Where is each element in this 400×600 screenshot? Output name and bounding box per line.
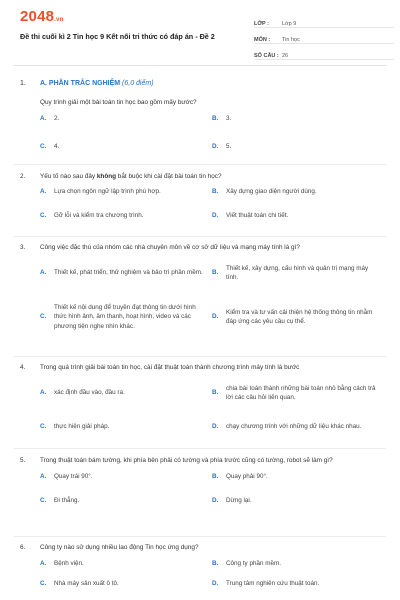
option-letter: A.	[40, 115, 47, 122]
question-number: 2.	[20, 173, 26, 180]
question-number: 5.	[20, 457, 26, 464]
question-text: Trong thuật toán bám tường, khi phía bên phải có tường và phía trước cũng có tường, robot sẽ làm gì?	[40, 457, 333, 464]
answer-option[interactable]	[212, 142, 377, 152]
answer-option[interactable]	[212, 496, 377, 506]
option-letter: B.	[212, 188, 219, 195]
question-6	[20, 543, 390, 595]
option-letter: B.	[212, 560, 219, 567]
question-number: 1.	[20, 80, 26, 87]
emphasis-text: không	[96, 173, 117, 180]
option-text: 2.	[54, 115, 60, 122]
answer-option[interactable]	[212, 412, 377, 442]
option-letter: C.	[40, 212, 47, 219]
meta-label: LỚP :	[254, 21, 269, 27]
answer-option[interactable]	[212, 472, 377, 482]
answer-option[interactable]	[212, 258, 377, 288]
option-letter: D.	[212, 497, 219, 504]
answer-option[interactable]	[212, 292, 377, 342]
option-letter: A.	[40, 473, 47, 480]
option-letter: D.	[212, 423, 219, 431]
option-text: Quay trái 90°.	[54, 473, 93, 480]
option-text: chia bài toán thành những bài toán nhỏ bằng cách trả lời các câu hỏi liên quan.	[226, 384, 376, 401]
answer-option[interactable]	[212, 579, 377, 589]
section-heading	[20, 80, 154, 87]
question-3	[20, 243, 390, 346]
section-title: A. PHẦN TRẮC NGHIỆM	[39, 80, 121, 87]
answer-option[interactable]	[40, 142, 205, 152]
option-text: Gỡ lỗi và kiểm tra chương trình.	[54, 212, 144, 219]
option-text: Thiết kế nội dung để truyền đạt thông tin dưới hình thức hình ảnh, âm thanh, hoạt hình, video và các phương tiện nghe nhìn khác.	[54, 303, 196, 330]
question-text: Công ty nào sử dụng nhiều lao động Tin học ứng dụng?	[40, 544, 199, 551]
divider	[14, 536, 386, 537]
divider	[14, 356, 386, 357]
option-text: Viết thuật toán chi tiết.	[226, 212, 289, 219]
option-letter: B.	[212, 473, 219, 480]
option-text: Thiết kế, xây dựng, cấu hình và quản trị mạng máy tính.	[226, 264, 369, 281]
option-letter: A.	[40, 188, 47, 195]
page-title: Đề thi cuối kì 2 Tin học 9 Kết nối tri thức có đáp án - Đề 2	[20, 32, 215, 41]
meta-value: Lớp 9	[282, 21, 297, 27]
question-number: 3.	[20, 244, 26, 251]
option-letter: C.	[40, 143, 47, 150]
option-letter: C.	[40, 497, 47, 504]
question-1	[20, 98, 390, 164]
option-text: thực hiện giải pháp.	[54, 423, 110, 431]
option-letter: A.	[40, 389, 47, 397]
answer-option[interactable]	[212, 211, 377, 221]
option-text: 5.	[226, 143, 232, 150]
meta-subject	[254, 28, 394, 44]
option-text: Thiết kế, phát triển, thử nghiệm và bảo trì phần mềm.	[54, 269, 203, 277]
option-letter: A.	[40, 560, 47, 567]
question-number: 6.	[20, 544, 26, 551]
option-text: Dừng lại.	[226, 497, 252, 504]
option-text: Bệnh viện.	[54, 560, 84, 567]
exam-meta	[254, 12, 394, 60]
option-text: Nhà máy sản xuất ô tô.	[54, 580, 119, 587]
answer-option[interactable]	[212, 187, 377, 197]
option-letter: C.	[40, 313, 47, 321]
answer-option[interactable]	[40, 187, 205, 197]
question-text: Yếu tố nào sau đây không bắt buộc khi cài đặt bài toán tin học?	[40, 173, 222, 180]
option-letter: B.	[212, 269, 219, 277]
answer-option[interactable]	[212, 559, 377, 569]
answer-option[interactable]	[40, 378, 205, 408]
question-4	[20, 363, 390, 446]
option-text: Quay phải 90°.	[226, 473, 268, 480]
answer-option[interactable]	[212, 378, 377, 408]
answer-option[interactable]	[40, 211, 205, 221]
meta-grade	[254, 12, 394, 28]
divider	[14, 448, 386, 449]
option-text: Đi thẳng.	[54, 497, 80, 504]
option-text: 3.	[226, 115, 232, 122]
option-letter: A.	[40, 269, 47, 277]
meta-label: MÔN :	[254, 37, 271, 43]
option-text: Xây dựng giao diện người dùng.	[226, 188, 317, 195]
logo-text: 2048	[20, 8, 55, 25]
option-letter: C.	[40, 580, 47, 587]
answer-option[interactable]	[40, 412, 205, 442]
option-text: Lựa chọn ngôn ngữ lập trình phù hợp.	[54, 188, 161, 195]
question-2	[20, 172, 390, 233]
option-text: chạy chương trình với những dữ liệu khác nhau.	[226, 423, 362, 431]
option-letter: D.	[212, 143, 219, 150]
logo-suffix: .vn	[54, 17, 64, 23]
option-text: Công ty phần mềm.	[226, 560, 281, 567]
meta-question-count	[254, 44, 394, 60]
option-text: 4.	[54, 143, 60, 150]
option-letter: B.	[212, 115, 219, 122]
site-logo[interactable]	[20, 8, 63, 25]
answer-option[interactable]	[40, 472, 205, 482]
page-header	[14, 0, 386, 66]
option-letter: B.	[212, 389, 219, 397]
option-letter: D.	[212, 212, 219, 219]
option-letter: D.	[212, 580, 219, 587]
question-number: 4.	[20, 364, 26, 371]
question-text: Quy trình giải một bài toán tin học bao gồm mấy bước?	[40, 99, 197, 106]
answer-option[interactable]	[40, 114, 205, 124]
answer-option[interactable]	[40, 258, 205, 288]
meta-label: SỐ CÂU :	[254, 53, 279, 59]
question-text: Trong quá trình giải bài toán tin học, cài đặt thuật toán thành chương trình máy tính là bước	[40, 364, 300, 371]
meta-value: 26	[282, 53, 289, 59]
option-letter: D.	[212, 313, 219, 321]
meta-value: Tin học	[282, 37, 300, 43]
option-text: Kiểm tra và tư vấn cải thiện hệ thống thông tin nhằm đáp ứng các yêu cầu cụ thể.	[226, 308, 373, 325]
question-5	[20, 456, 390, 516]
option-text: xác định đầu vào, đầu ra.	[54, 389, 125, 397]
section-points: (6,0 điểm)	[122, 80, 154, 87]
answer-option[interactable]	[40, 579, 205, 589]
divider	[14, 236, 386, 237]
option-text: Trung tâm nghiên cứu thuật toán.	[226, 580, 320, 587]
divider	[14, 164, 386, 165]
question-text: Công việc đặc thù của nhóm các nhà chuyên môn về cơ sở dữ liệu và mạng máy tính là gì?	[40, 244, 300, 251]
answer-option[interactable]	[212, 114, 377, 124]
answer-option[interactable]	[40, 559, 205, 569]
answer-option[interactable]	[40, 292, 205, 342]
answer-option[interactable]	[40, 496, 205, 506]
option-letter: C.	[40, 423, 47, 431]
